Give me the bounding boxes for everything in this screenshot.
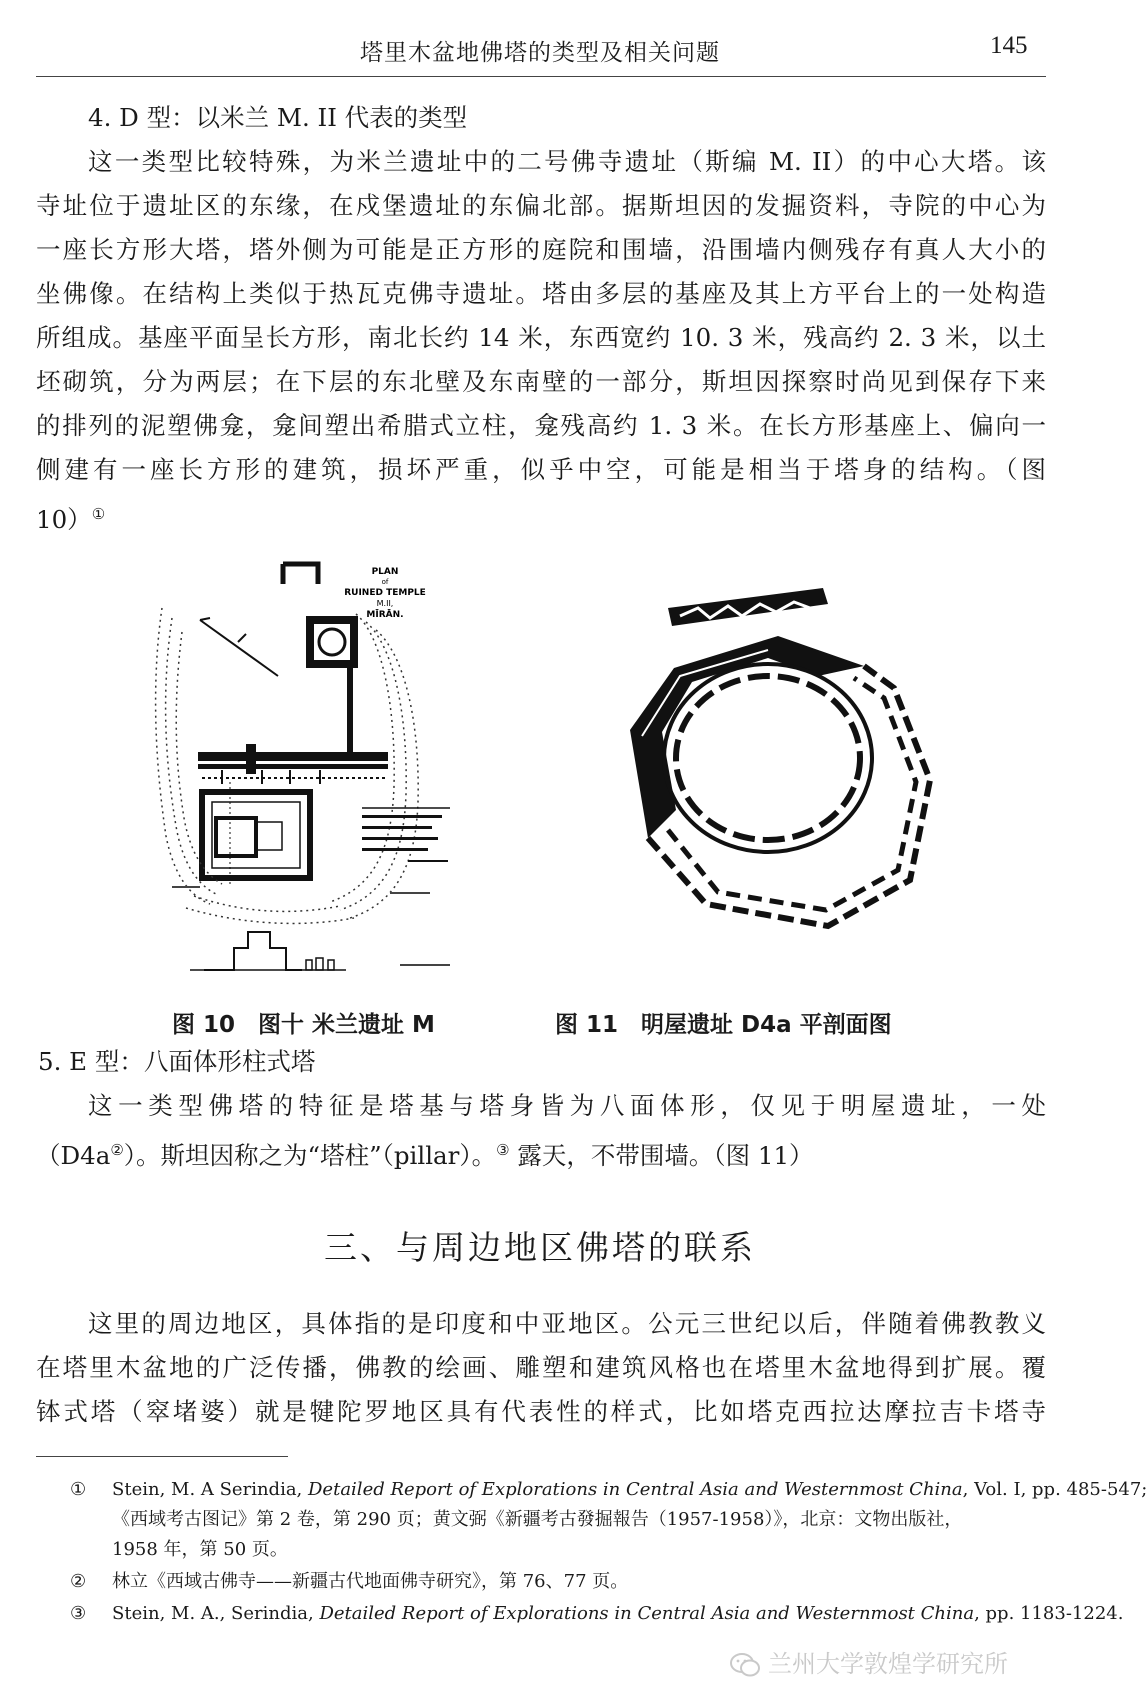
paragraph-line: 一座长方形大塔，塔外侧为可能是正方形的庭院和围墙，沿围墙内侧残存有真人大小的 xyxy=(36,235,1046,264)
section-heading: 三、与周边地区佛塔的联系 xyxy=(324,1228,756,1267)
plan-title-line: MĪRĀN. xyxy=(366,610,404,620)
header-rule xyxy=(36,76,1046,77)
paragraph-line: 坐佛像。在结构上类似于热瓦克佛寺遗址。塔由多层的基座及其上方平台上的一处构造 xyxy=(36,279,1046,308)
footnote-text: , pp. 1183-1224. xyxy=(974,1603,1124,1624)
footnote-ref-3[interactable]: ③ xyxy=(496,1141,510,1159)
footnote-text: , Vol. I, pp. 485-547; xyxy=(962,1479,1147,1500)
paragraph-line: 钵式塔（窣堵婆）就是犍陀罗地区具有代表性的样式，比如塔克西拉达摩拉吉卡塔寺 xyxy=(36,1397,1046,1426)
footnote-italic-title: Detailed Report of Explorations in Central Asia and Westernmost China xyxy=(319,1603,975,1624)
paragraph-text: 露天，不带围墙。（图 11） xyxy=(509,1141,814,1171)
footnote-italic-title: Detailed Report of Explorations in Central Asia and Westernmost China xyxy=(308,1479,963,1500)
footnote-3-line xyxy=(112,1600,1123,1628)
paragraph-line: 寺址位于遗址区的东缘，在戍堡遗址的东偏北部。据斯坦因的发掘资料，寺院的中心为 xyxy=(36,191,1046,220)
paragraph-line: 所组成。基座平面呈长方形，南北长约 14 米，东西宽约 10. 3 米，残高约 2. 3 米，以土 xyxy=(36,323,1046,352)
watermark-text: 兰州大学敦煌学研究所 xyxy=(768,1650,1008,1678)
paragraph-line: 侧建有一座长方形的建筑，损坏严重，似乎中空，可能是相当于塔身的结构。（图 xyxy=(36,455,1046,484)
paragraph-line: 在塔里木盆地的广泛传播，佛教的绘画、雕塑和建筑风格也在塔里木盆地得到扩展。覆 xyxy=(36,1353,1046,1382)
footnote-number: ① xyxy=(70,1479,87,1500)
paragraph-line: 这一类型佛塔的特征是塔基与塔身皆为八面体形，仅见于明屋遗址，一处 xyxy=(88,1091,1046,1120)
footnote-number: ③ xyxy=(70,1603,87,1624)
plan-title-line: RUINED TEMPLE xyxy=(344,588,426,598)
section-d-heading: 4. D 型：以米兰 M. II 代表的类型 xyxy=(88,103,468,132)
footnote-text: Stein, M. A., Serindia, xyxy=(112,1603,320,1624)
paragraph-line xyxy=(36,492,236,542)
footnote-1-line: 《西域考古图记》第 2 卷，第 290 页；黄文弼《新疆考古發掘報告（1957-1958）》，北京：文物出版社， xyxy=(112,1509,963,1530)
paragraph-text: 10） xyxy=(36,505,92,535)
figure-11-caption: 图 11 明屋遗址 D4a 平剖面图 xyxy=(555,1012,892,1038)
figure-10-caption: 图 10 图十 米兰遗址 M xyxy=(172,1012,435,1038)
paragraph-text: ）。斯坦因称之为“塔柱”（pillar）。 xyxy=(123,1141,497,1171)
figure-11-octagon-plan xyxy=(618,580,948,936)
paragraph-text: （D4a xyxy=(36,1141,111,1171)
footnote-ref-2[interactable]: ② xyxy=(110,1141,124,1159)
plan-title-line: PLAN xyxy=(371,567,399,577)
page-number: 145 xyxy=(990,32,1028,59)
watermark xyxy=(730,1644,1060,1682)
footnote-2-line: 林立《西域古佛寺——新疆古代地面佛寺研究》，第 76、77 页。 xyxy=(112,1571,629,1592)
paragraph-line: 坯砌筑，分为两层；在下层的东北壁及东南壁的一部分，斯坦因探察时尚见到保存下来 xyxy=(36,367,1046,396)
footnote-1-line: 1958 年，第 50 页。 xyxy=(112,1539,288,1560)
footnote-rule xyxy=(36,1456,288,1457)
paragraph-line: 这一类型比较特殊，为米兰遗址中的二号佛寺遗址（斯编 M. II）的中心大塔。该 xyxy=(88,147,1046,176)
wechat-icon xyxy=(730,1652,760,1678)
section-e-heading: 5. E 型：八面体形柱式塔 xyxy=(38,1047,316,1076)
plan-title-line: M.II, xyxy=(376,599,394,608)
footnote-text: Stein, M. A Serindia, xyxy=(112,1479,308,1500)
running-title: 塔里木盆地佛塔的类型及相关问题 xyxy=(360,40,720,66)
figure-10-plan xyxy=(150,556,500,978)
plan-title-line: of xyxy=(381,578,389,586)
paragraph-line: 的排列的泥塑佛龛，龛间塑出希腊式立柱，龛残高约 1. 3 米。在长方形基座上、偏向一 xyxy=(36,411,1046,440)
footnote-ref-1[interactable]: ① xyxy=(91,505,106,523)
footnote-number: ② xyxy=(70,1571,87,1592)
paragraph-line xyxy=(36,1128,1046,1178)
footnote-1-line xyxy=(112,1476,1147,1504)
paragraph-line: 这里的周边地区，具体指的是印度和中亚地区。公元三世纪以后，伴随着佛教教义 xyxy=(88,1309,1046,1338)
